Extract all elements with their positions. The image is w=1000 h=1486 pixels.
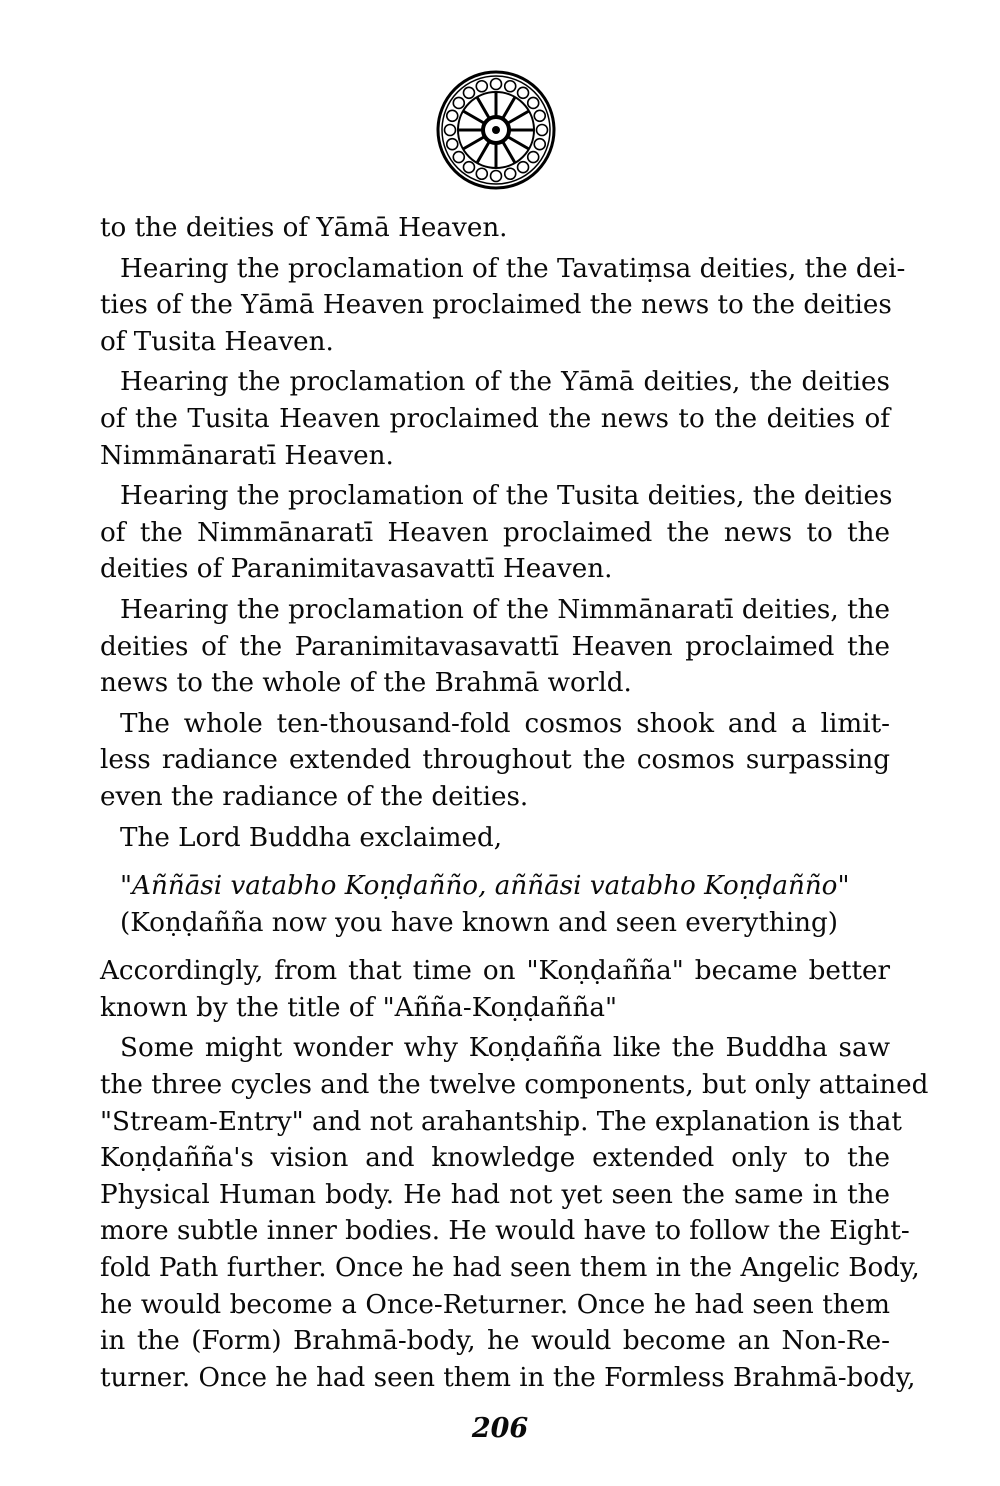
text-line: ties of the Yāmā Heaven proclaimed the news to the deities [100,290,892,321]
paragraph [100,592,890,702]
paragraph [100,953,890,1026]
text-line: in the (Form) Brahmā-body, he would become an Non-Re- [100,1326,890,1357]
text-line: Physical Human body. He had not yet seen the same in the [100,1179,890,1210]
dharma-wheel-icon [436,70,556,190]
text-line: The Lord Buddha exclaimed, [120,822,503,853]
text-line: known by the title of "Añña-Koṇḍañña" [100,992,618,1023]
paragraph [100,706,890,816]
text-line: less radiance extended throughout the cosmos surpassing [100,745,890,776]
pali-verse: "Aññāsi vatabho Koṇḍañño, aññāsi vatabho Koṇḍañño" [120,871,850,902]
text-line: Accordingly, from that time on "Koṇḍañña" became better [100,956,890,987]
paragraph [100,1030,929,1396]
text-line: of the Nimmānaratī Heaven proclaimed the news to the [100,517,890,548]
text-line: Nimmānaratī Heaven. [100,440,394,471]
text-line: even the radiance of the deities. [100,781,529,812]
paragraph [100,251,906,361]
text-line: Hearing the proclamation of the Tusita deities, the deities [120,481,893,512]
paragraph [100,210,890,247]
text-line: Hearing the proclamation of the Nimmānaratī deities, the [120,594,890,625]
text-line: to the deities of Yāmā Heaven. [100,213,508,243]
text-line: he would become a Once-Returner. Once he had seen them [100,1289,890,1320]
text-line: news to the whole of the Brahmā world. [100,668,632,699]
text-line: Some might wonder why Koṇḍañña like the Buddha saw [120,1033,890,1064]
paragraph [100,820,890,857]
text-line: fold Path further. Once he had seen them in the Angelic Body, [100,1253,920,1284]
paragraph [100,364,890,474]
text-line: deities of the Paranimitavasavattī Heaven proclaimed the [100,631,890,662]
text-line: of Tusita Heaven. [100,326,334,357]
text-line: The whole ten-thousand-fold cosmos shook and a limit- [120,708,890,739]
text-line: Hearing the proclamation of the Tavatiṃsa deities, the dei- [120,253,906,284]
page-number: 206 [471,1413,529,1444]
verse-translation: (Koṇḍañña now you have known and seen everything) [120,907,838,938]
text-line: of the Tusita Heaven proclaimed the news to the deities of [100,403,890,434]
paragraphs-before-verse [100,210,906,856]
text-line: more subtle inner bodies. He would have to follow the Eight- [100,1216,910,1247]
paragraph [100,478,893,588]
text-line: Hearing the proclamation of the Yāmā deities, the deities [120,367,890,398]
text-line: deities of Paranimitavasavattī Heaven. [100,554,613,585]
text-line: the three cycles and the twelve components, but only attained [100,1070,929,1101]
text-line: turner. Once he had seen them in the Formless Brahmā-body, [100,1362,916,1393]
text-line: Koṇḍañña's vision and knowledge extended only to the [100,1143,890,1174]
text-line: "Stream-Entry" and not arahantship. The explanation is that [100,1106,902,1137]
body-text [100,210,929,1396]
paragraphs-after-verse [100,953,929,1396]
